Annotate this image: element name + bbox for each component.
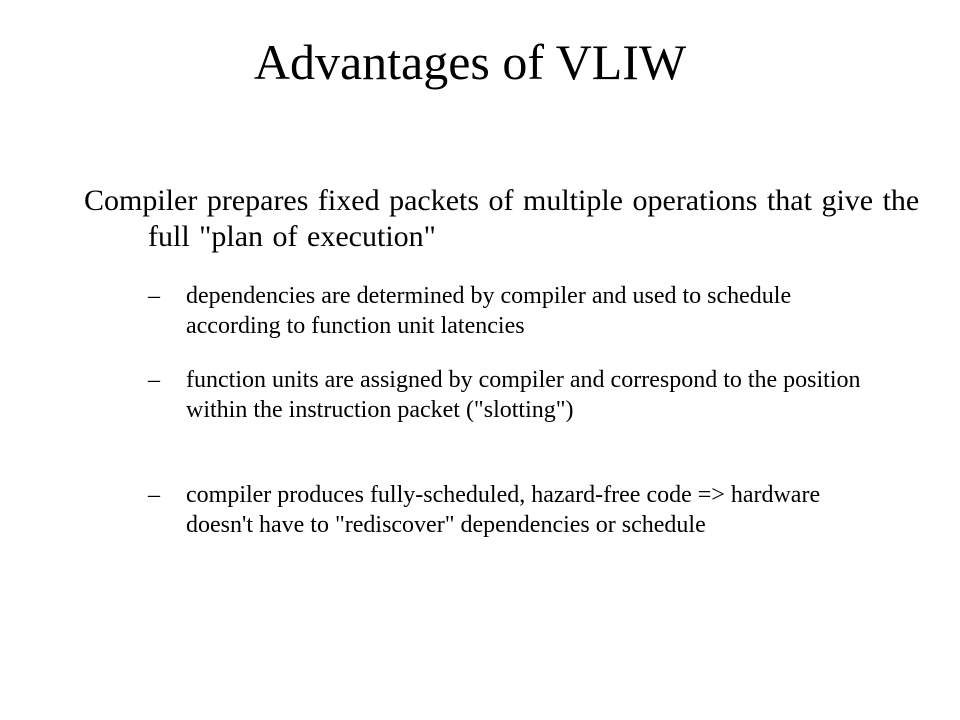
dash-bullet-icon: – bbox=[148, 367, 160, 393]
sub-bullet-text: function units are assigned by compiler and correspond to the position within the instruction packet ("slotting") bbox=[186, 367, 861, 423]
sub-bullet-text: dependencies are determined by compiler and used to schedule according to function unit latencies bbox=[186, 283, 792, 339]
sub-bullet-text: compiler produces fully-scheduled, hazard-free code => hardware doesn't have to "rediscover" dependencies or schedule bbox=[186, 482, 821, 538]
main-bullet-text: Compiler prepares fixed packets of multiple operations that give the full "plan of execution" bbox=[84, 184, 920, 253]
slide-title: Advantages of VLIW bbox=[253, 34, 687, 90]
dash-bullet-icon: – bbox=[148, 283, 160, 309]
dash-bullet-icon: – bbox=[148, 482, 160, 508]
